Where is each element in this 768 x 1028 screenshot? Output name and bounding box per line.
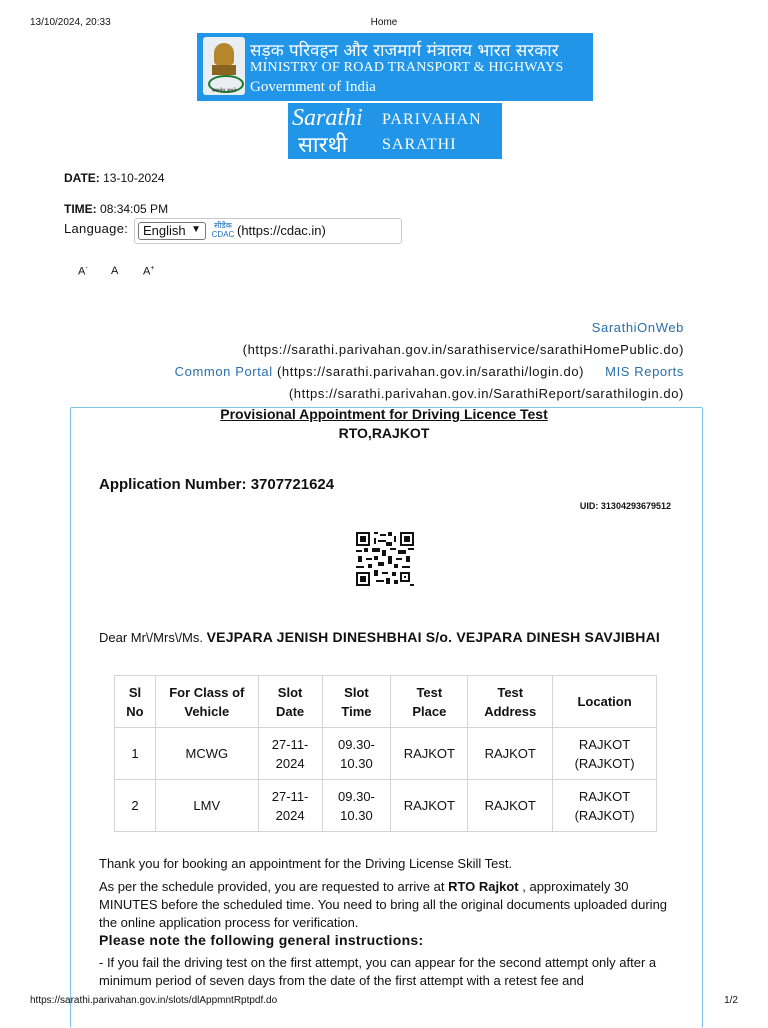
- font-normal-button[interactable]: A: [111, 265, 119, 277]
- ministry-name-hindi: सड़क परिवहन और राजमार्ग मंत्रालय भारत सरकार: [250, 41, 559, 61]
- table-row: [115, 780, 657, 832]
- col-slot-date: Slot Date: [258, 676, 322, 728]
- cell-class: LMV: [155, 780, 258, 832]
- mis-reports-url[interactable]: (https://sarathi.parivahan.gov.in/SarathiReport/sarathilogin.do): [288, 386, 684, 401]
- cdac-logo-icon[interactable]: [211, 221, 235, 241]
- print-datetime: 13/10/2024, 20:33: [30, 17, 111, 28]
- cell-location: RAJKOT (RAJKOT): [553, 780, 657, 832]
- font-decrease-button[interactable]: A-: [78, 265, 88, 278]
- appointment-table: [114, 675, 657, 832]
- sarathi-on-web-link[interactable]: SarathiOnWeb: [591, 320, 684, 335]
- common-portal-url[interactable]: (https://sarathi.parivahan.gov.in/sarathi/login.do): [276, 364, 585, 379]
- sarathi-logo: [288, 103, 502, 159]
- common-portal-link[interactable]: Common Portal: [174, 364, 273, 379]
- cell-time: 09.30- 10.30: [322, 780, 391, 832]
- cdac-logo-english: CDAC: [211, 230, 235, 239]
- language-label: Language:: [64, 221, 129, 236]
- col-sl-no: Sl No: [115, 676, 156, 728]
- instruction-1: - If you fail the driving test on the first attempt, you can appear for the second attempt only after a minimum period of seven days from the date of the first attempt with a retest fee and: [99, 955, 657, 988]
- print-page-title: Home: [370, 17, 398, 28]
- cell-location: RAJKOT (RAJKOT): [553, 728, 657, 780]
- government-of-india: Government of India: [250, 79, 376, 95]
- language-box: [134, 218, 402, 244]
- cell-sl: 2: [115, 780, 156, 832]
- table-row: [115, 728, 657, 780]
- sarathi-logo-hindi: सारथी: [298, 133, 348, 158]
- nav-line-3: [175, 364, 684, 379]
- date-value: 13-10-2024: [103, 171, 165, 185]
- col-location: Location: [553, 676, 657, 728]
- print-page-number: 1/2: [724, 995, 738, 1006]
- time-label: TIME:: [64, 202, 97, 216]
- instructions-heading: Please note the following general instructions:: [99, 932, 424, 948]
- thank-you-text: Thank you for booking an appointment for the Driving License Skill Test.: [99, 856, 513, 871]
- col-test-address: Test Address: [468, 676, 553, 728]
- print-header: [0, 17, 768, 31]
- date-label: DATE:: [64, 171, 100, 185]
- nav-line-2: [243, 342, 684, 357]
- salutation: [99, 628, 689, 647]
- cdac-link[interactable]: (https://cdac.in): [237, 223, 326, 238]
- qr-code-icon: [356, 532, 414, 586]
- time-value: 08:34:05 PM: [100, 202, 169, 216]
- print-url: https://sarathi.parivahan.gov.in/slots/dlAppmntRptpdf.do: [30, 995, 278, 1006]
- col-test-place: Test Place: [391, 676, 468, 728]
- application-number: [99, 476, 334, 493]
- cell-sl: 1: [115, 728, 156, 780]
- applicant-name: VEJPARA JENISH DINESHBHAI S/o. VEJPARA DINESH SAVJIBHAI: [206, 629, 661, 645]
- cdac-logo-hindi: सीडैक: [214, 221, 232, 230]
- salutation-prefix: Dear Mr\/Mrs\/Ms.: [99, 630, 203, 645]
- col-class-of-vehicle: For Class of Vehicle: [155, 676, 258, 728]
- schedule-text: As per the schedule provided, you are requested to arrive at RTO Rajkot , approximately 30 MINUTES before the scheduled time. You need to bring all the original documents uploaded during the online application process for verification.: [99, 879, 668, 930]
- date-line: [64, 171, 165, 185]
- ministry-name-english: MINISTRY OF ROAD TRANSPORT & HIGHWAYS: [250, 60, 564, 75]
- cell-date: 27-11- 2024: [258, 780, 322, 832]
- sarathi-logo-sarathi: SARATHI: [382, 136, 457, 153]
- national-emblem-icon: [203, 37, 245, 95]
- cell-address: RAJKOT: [468, 728, 553, 780]
- emblem-caption: सत्यमेव जयते: [211, 88, 237, 94]
- nav-line-1: [592, 320, 684, 335]
- rto-name: RTO,RAJKOT: [338, 425, 430, 441]
- uid-line: [580, 501, 671, 511]
- cell-class: MCWG: [155, 728, 258, 780]
- sarathi-logo-text: Sarathi: [292, 105, 363, 131]
- cell-time: 09.30- 10.30: [322, 728, 391, 780]
- cell-date: 27-11- 2024: [258, 728, 322, 780]
- time-line: [64, 202, 168, 216]
- ministry-banner: [197, 33, 593, 101]
- mis-reports-link[interactable]: MIS Reports: [605, 364, 684, 379]
- application-number-value: 3707721624: [250, 476, 335, 493]
- sarathi-logo-parivahan: PARIVAHAN: [382, 111, 482, 128]
- cell-place: RAJKOT: [391, 780, 468, 832]
- col-slot-time: Slot Time: [322, 676, 391, 728]
- language-selected: English: [143, 223, 186, 238]
- nav-line-4: [289, 386, 684, 401]
- sarathi-on-web-url[interactable]: (https://sarathi.parivahan.gov.in/sarathiservice/sarathiHomePublic.do): [242, 342, 684, 357]
- table-header-row: [115, 676, 657, 728]
- cell-place: RAJKOT: [391, 728, 468, 780]
- rto-highlight: RTO Rajkot: [448, 879, 519, 894]
- cell-address: RAJKOT: [468, 780, 553, 832]
- language-select[interactable]: [138, 222, 206, 240]
- appointment-title: Provisional Appointment for Driving Licence Test: [220, 406, 548, 422]
- uid-label: UID:: [579, 501, 599, 511]
- uid-value: 31304293679512: [600, 501, 671, 511]
- application-number-label: Application Number:: [99, 476, 247, 493]
- chevron-down-icon: ▼: [191, 224, 201, 235]
- font-increase-button[interactable]: A+: [143, 265, 155, 278]
